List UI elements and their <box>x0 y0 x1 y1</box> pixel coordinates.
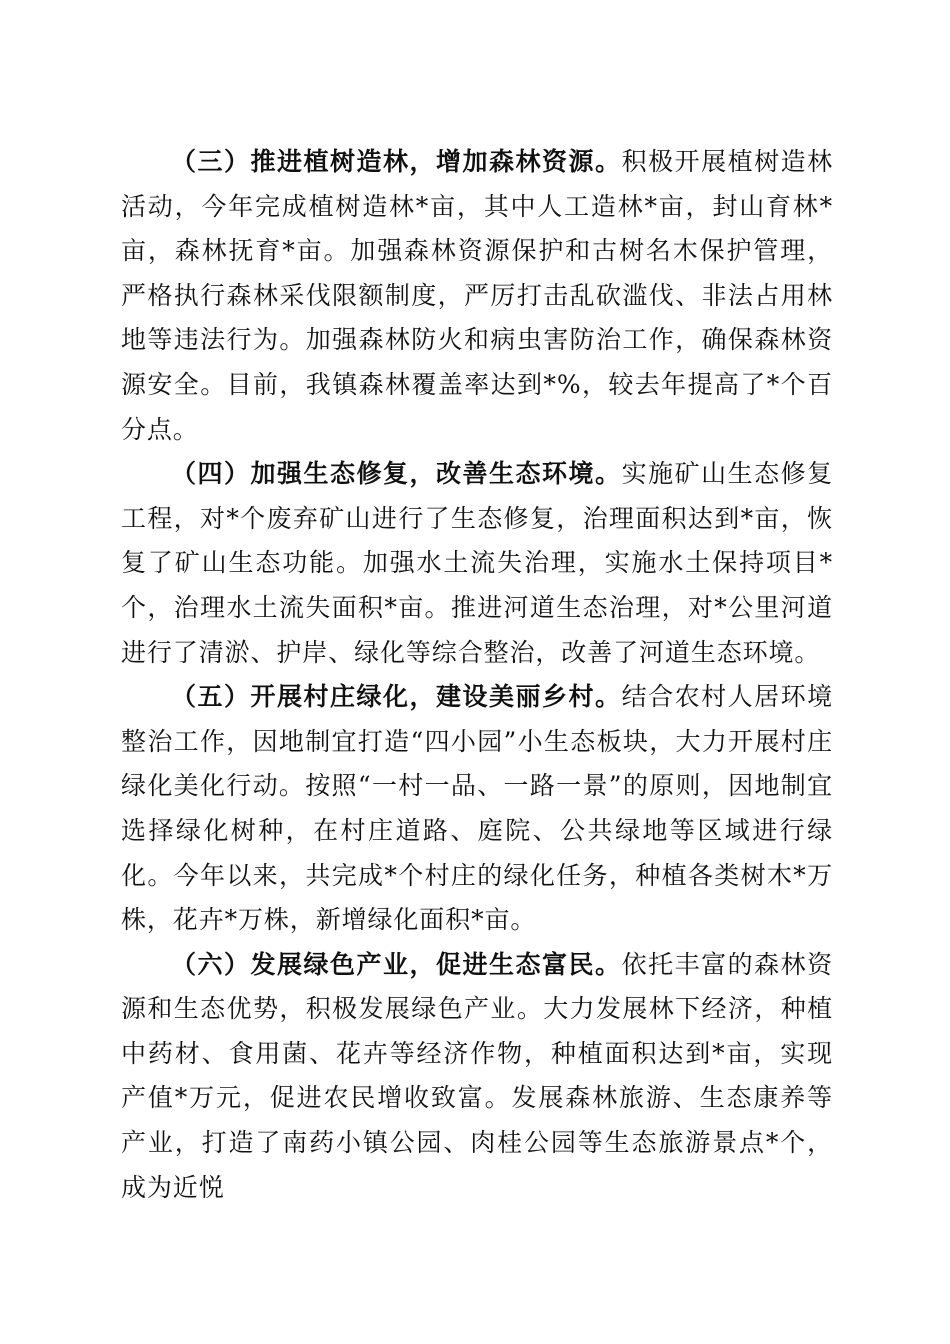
paragraph-4 <box>121 452 833 675</box>
document-body <box>121 140 833 1210</box>
paragraph-heading: （三）推进植树造林，增加森林资源。 <box>171 147 622 176</box>
paragraph-heading: （四）加强生态修复，改善生态环境。 <box>171 459 622 489</box>
paragraph-text: 实施矿山生态修复工程，对*个废弃矿山进行了生态修复，治理面积达到*亩，恢复了矿山生态功能。加强水土流失治理，实施水土保持项目*个，治理水土流失面积*亩。推进河道生态治理，对*公里河道进行了清淤、护岸、绿化等综合整治，改善了河道生态环境。 <box>121 459 833 667</box>
paragraph-heading: （六）发展绿色产业，促进生态富民。 <box>171 949 622 979</box>
paragraph-text: 积极开展植树造林活动，今年完成植树造林*亩，其中人工造林*亩，封山育林*亩，森林抚育*亩。加强森林资源保护和古树名木保护管理，严格执行森林采伐限额制度，严厉打击乱砍滥伐、非法占用林地等违法行为。加强森林防火和病虫害防治工作，确保森林资源安全。目前，我镇森林覆盖率达到*%，较去年提高了*个百分点。 <box>121 147 833 444</box>
paragraph-5 <box>121 675 833 943</box>
paragraph-text: 结合农村人居环境整治工作，因地制宜打造“四小园”小生态板块，大力开展村庄绿化美化行动。按照“一村一品、一路一景”的原则，因地制宜选择绿化树种，在村庄道路、庭院、公共绿地等区域进行绿化。今年以来，共完成*个村庄的绿化任务，种植各类树木*万株，花卉*万株，新增绿化面积*亩。 <box>121 682 833 935</box>
paragraph-heading: （五）开展村庄绿化，建设美丽乡村。 <box>171 682 622 712</box>
paragraph-6 <box>121 943 833 1211</box>
paragraph-3 <box>121 140 833 452</box>
paragraph-text: 依托丰富的森林资源和生态优势，积极发展绿色产业。大力发展林下经济，种植中药材、食用菌、花卉等经济作物，种植面积达到*亩，实现产值*万元，促进农民增收致富。发展森林旅游、生态康养等产业，打造了南药小镇公园、肉桂公园等生态旅游景点*个，成为近悦 <box>121 949 833 1202</box>
